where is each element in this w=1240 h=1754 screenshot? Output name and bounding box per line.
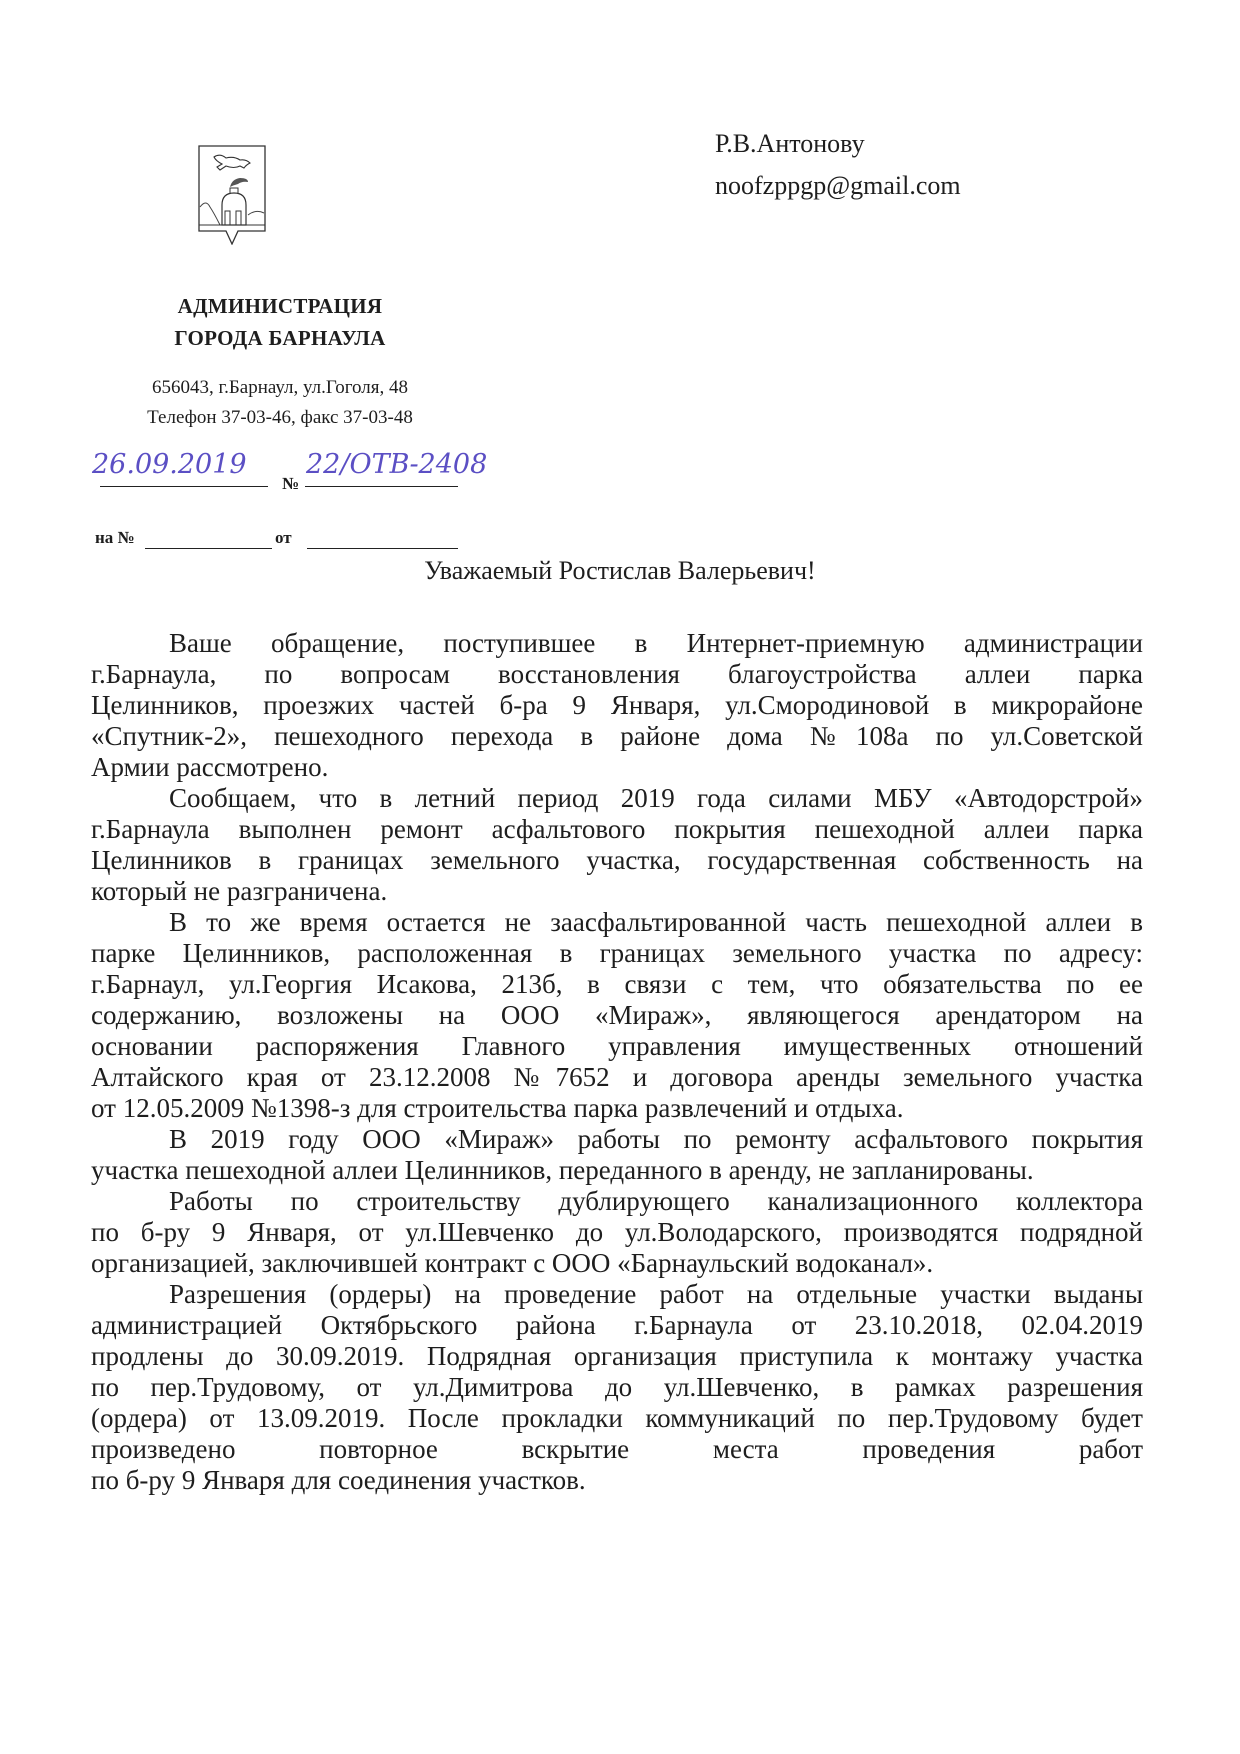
paragraph-line: Армии рассмотрено. [91, 752, 329, 782]
paragraph-line: по пер.Трудовому, от ул.Димитрова до ул.Шевченко, в рамках разрешения [91, 1372, 1143, 1402]
outgoing-number: 22/ОТВ-2408 [306, 449, 488, 480]
paragraph-line: основании распоряжения Главного управления имущественных отношений [91, 1031, 1143, 1061]
outgoing-date: 26.09.2019 [92, 449, 247, 480]
paragraph-line: г.Барнаула, по вопросам восстановления благоустройства аллеи парка [91, 659, 1143, 689]
paragraph-line: организацией, заключившей контракт с ООО «Барнаульский водоканал». [91, 1248, 934, 1278]
organization-name-line2: ГОРОДА БАРНАУЛА [174, 326, 386, 350]
paragraph-line: участка пешеходной аллеи Целинников, переданного в аренду, не запланированы. [91, 1155, 1034, 1185]
paragraph-line: Сообщаем, что в летний период 2019 года силами МБУ «Автодорстрой» [169, 783, 1143, 813]
body-paragraph [91, 1279, 1143, 1496]
paragraph-line: Целинников, проезжих частей б-ра 9 Января, ул.Смородиновой в микрорайоне [91, 690, 1143, 720]
paragraph-line: по б-ру 9 Января для соединения участков. [91, 1465, 586, 1495]
number-sign-label: № [282, 474, 300, 493]
paragraph-line: парке Целинников, расположенная в границах земельного участка по адресу: [91, 938, 1143, 968]
paragraph-line: произведено повторное вскрытие места проведения работ [91, 1434, 1143, 1464]
paragraph-line: Алтайского края от 23.12.2008 №7652 и договора аренды земельного участка [91, 1062, 1143, 1092]
recipient-name: Р.В.Антонову [715, 129, 865, 158]
paragraph-line: В 2019 году ООО «Мираж» работы по ремонту асфальтового покрытия [169, 1124, 1143, 1154]
organization-phone: Телефон 37-03-46, факс 37-03-48 [147, 407, 413, 428]
paragraph-line: Целинников в границах земельного участка, государственная собственность на [91, 845, 1143, 875]
number-underline [305, 486, 458, 487]
paragraph-line: Ваше обращение, поступившее в Интернет-приемную администрации [169, 628, 1143, 658]
coat-of-arms-emblem [198, 145, 266, 245]
paragraph-line: от 12.05.2009 №1398-з для строительства парка развлечений и отдыха. [91, 1093, 904, 1123]
paragraph-line: «Спутник-2», пешеходного перехода в районе дома №108а по ул.Советской [91, 721, 1143, 751]
paragraph-line: Работы по строительству дублирующего канализационного коллектора [169, 1186, 1143, 1216]
recipient-email: noofzppgp@gmail.com [715, 171, 961, 200]
paragraph-line: по б-ру 9 Января, от ул.Шевченко до ул.Володарского, производятся подрядной [91, 1217, 1143, 1247]
paragraph-line: содержанию, возложены на ООО «Мираж», являющегося арендатором на [91, 1000, 1143, 1030]
paragraph-line: (ордера) от 13.09.2019. После прокладки коммуникаций по пер.Трудовому будет [91, 1403, 1143, 1433]
body-paragraph [91, 907, 1143, 1124]
body-paragraph [91, 783, 1143, 907]
reply-number-blank [145, 548, 272, 549]
paragraph-line: администрацией Октябрьского района г.Барнаула от 23.10.2018, 02.04.2019 [91, 1310, 1143, 1340]
paragraph-line: продлены до 30.09.2019. Подрядная организация приступила к монтажу участка [91, 1341, 1143, 1371]
paragraph-line: Разрешения (ордеры) на проведение работ на отдельные участки выданы [169, 1279, 1143, 1309]
reply-to-label: на № [95, 528, 135, 547]
reply-date-blank [307, 548, 458, 549]
letter-body [91, 628, 1143, 1496]
paragraph-line: который не разграничена. [91, 876, 388, 906]
paragraph-line: г.Барнаула выполнен ремонт асфальтового покрытия пешеходной аллеи парка [91, 814, 1143, 844]
greeting: Уважаемый Ростислав Валерьевич! [424, 556, 816, 585]
paragraph-line: В то же время остается не заасфальтированной часть пешеходной аллеи в [169, 907, 1143, 937]
body-paragraph [91, 1186, 1143, 1279]
organization-name-line1: АДМИНИСТРАЦИЯ [177, 294, 383, 318]
body-paragraph [91, 628, 1143, 783]
reply-from-label: от [275, 528, 292, 547]
body-paragraph [91, 1124, 1143, 1186]
paragraph-line: г.Барнаул, ул.Георгия Исакова, 213б, в связи с тем, что обязательства по ее [91, 969, 1143, 999]
date-underline [100, 486, 268, 487]
organization-address: 656043, г.Барнаул, ул.Гоголя, 48 [151, 377, 409, 398]
